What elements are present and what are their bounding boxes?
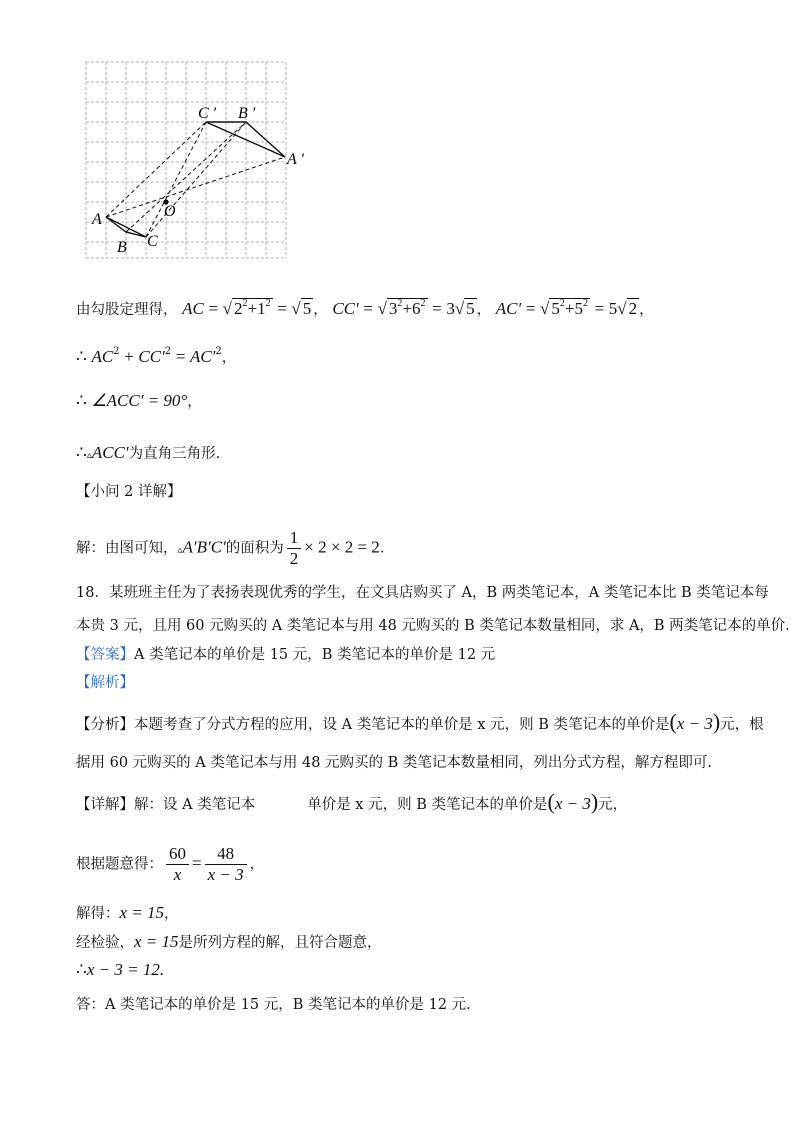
- label-b1: B ′: [238, 105, 256, 122]
- check-line: 经检验，x = 15是所列方程的解，且符合题意，: [76, 932, 382, 951]
- area-line: 解：由图可知，▵A′B′C′的面积为 $\frac{1}{2}$ × 2 × 2 = 2.: [76, 528, 385, 568]
- xiangjie-line: 【详解】解：设 A 类笔记本 单价是 x 元，则 B 类笔记本的单价是(x − 3)元，: [76, 789, 628, 814]
- answer-line: 【答案】A 类笔记本的单价是 15 元，B 类笔记本的单价是 12 元: [76, 647, 496, 663]
- triangle-icon: ▵: [177, 544, 183, 556]
- label-c1: C ′: [198, 105, 217, 122]
- final-answer-line: 答：A 类笔记本的单价是 15 元，B 类笔记本的单价是 12 元.: [76, 997, 471, 1013]
- fenxi-line-1: 【分析】本题考查了分式方程的应用，设 A 类笔记本的单价是 x 元，则 B 类笔记本的单价是(x − 3)元，根: [76, 709, 764, 734]
- answer-tag: 【答案】: [76, 647, 134, 663]
- right-triangle-line: ∴▵ACC′为直角三角形.: [76, 443, 221, 462]
- triangle-icon: ▵: [86, 450, 92, 461]
- sub-question-2-heading: 【小问 2 详解】: [76, 484, 182, 500]
- equation-line: 根据题意得： $\frac{60}{x}$ = $\frac{48}{x - 3}$ ，: [76, 844, 265, 884]
- result-line: ∴x − 3 = 12.: [76, 960, 165, 979]
- analysis-tag: 【解析】: [76, 675, 134, 691]
- geometry-figure: [0, 0, 800, 270]
- solve-line: 解得：x = 15，: [76, 903, 179, 922]
- pythagoras-line: 由勾股定理得， AC = √ $2^2+1^2$ = √ 5 ， CC′ = √ $3^2+6^2 = 3√$ 5 ， AC′ = √ $5^2+5^2 = 5√$ 2 ，: [76, 298, 654, 318]
- triangles: [106, 122, 285, 237]
- angle-line: ∴ ∠ACC′ = 90°，: [76, 391, 202, 410]
- dashed-lines: [106, 122, 285, 237]
- label-c: C: [147, 233, 158, 250]
- label-b: B: [117, 239, 127, 256]
- question-18-line-1: 18．某班班主任为了表扬表现优秀的学生，在文具店购买了 A，B 两类笔记本，A 类笔记本比 B 类笔记本每: [76, 585, 769, 601]
- label-a: A: [92, 211, 102, 228]
- question-18-line-2: 本贵 3 元，且用 60 元购买的 A 类笔记本与用 48 元购买的 B 类笔记本数量相同，求 A，B 两类笔记本的单价.: [76, 618, 790, 634]
- label-o: O: [164, 203, 176, 220]
- label-a1: A ′: [287, 151, 304, 168]
- sum-of-squares-line: ∴ $AC^2 + CC'^2 = AC'^2$，: [76, 346, 237, 366]
- fenxi-line-2: 据用 60 元购买的 A 类笔记本与用 48 元购买的 B 类笔记本数量相同，列出分式方程，解方程即可.: [76, 755, 713, 771]
